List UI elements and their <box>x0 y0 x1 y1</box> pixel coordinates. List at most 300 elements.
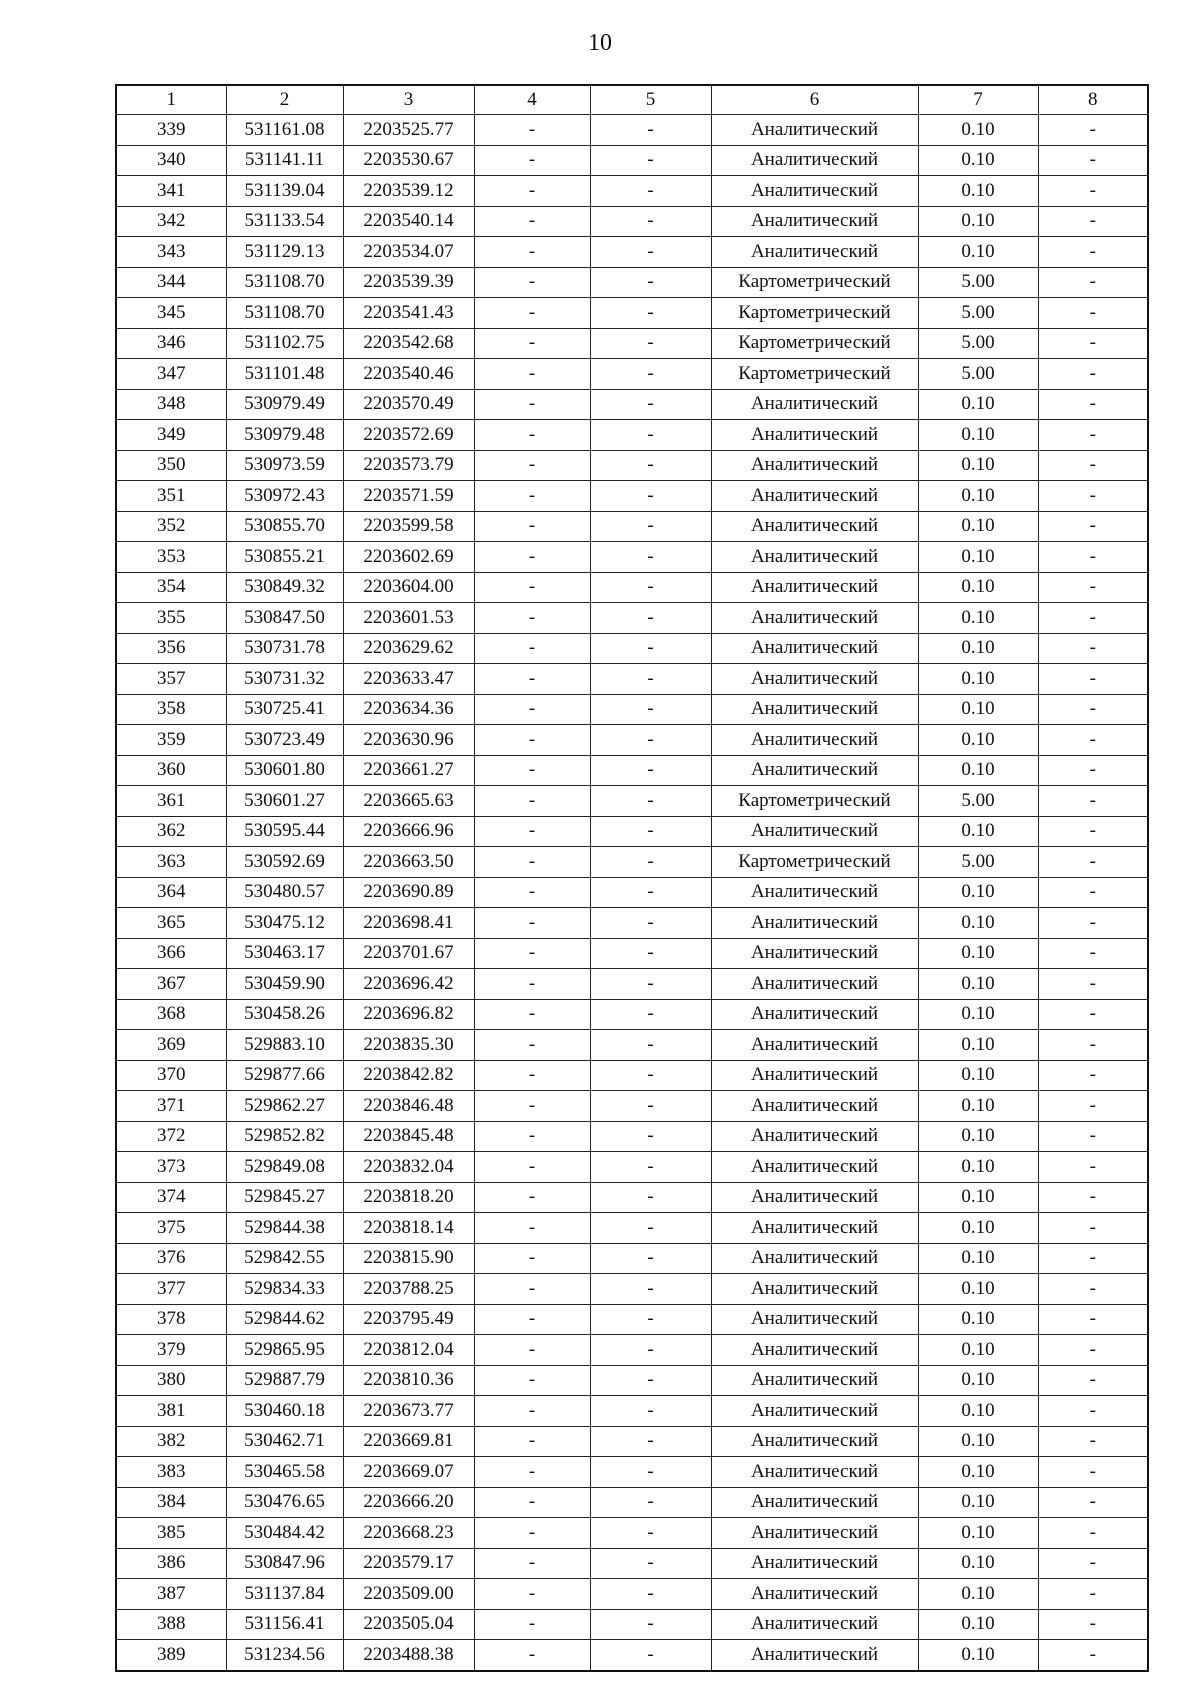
table-cell: 0.10 <box>918 877 1038 908</box>
table-row <box>116 1213 1148 1244</box>
table-row <box>116 1060 1148 1091</box>
table-cell: - <box>474 847 590 878</box>
table-cell: 383 <box>116 1457 226 1488</box>
table-cell: 376 <box>116 1243 226 1274</box>
table-cell: Аналитический <box>711 145 918 176</box>
table-cell: 530855.21 <box>226 542 343 573</box>
table-cell: Аналитический <box>711 1335 918 1366</box>
table-cell: 2203698.41 <box>343 908 474 939</box>
table-cell: - <box>590 420 711 451</box>
table-cell: - <box>1038 969 1148 1000</box>
table-cell: 530484.42 <box>226 1518 343 1549</box>
table-cell: 371 <box>116 1091 226 1122</box>
table-cell: - <box>590 237 711 268</box>
table-cell: - <box>1038 877 1148 908</box>
table-cell: - <box>590 725 711 756</box>
table-cell: 530979.49 <box>226 389 343 420</box>
table-cell: - <box>590 1609 711 1640</box>
table-cell: 373 <box>116 1152 226 1183</box>
table-cell: 2203661.27 <box>343 755 474 786</box>
table-cell: - <box>590 1030 711 1061</box>
table-row <box>116 389 1148 420</box>
table-cell: - <box>1038 1091 1148 1122</box>
table-row <box>116 237 1148 268</box>
table-cell: 2203673.77 <box>343 1396 474 1427</box>
table-row <box>116 481 1148 512</box>
table-cell: 2203541.43 <box>343 298 474 329</box>
table-cell: 530463.17 <box>226 938 343 969</box>
table-cell: 0.10 <box>918 389 1038 420</box>
table-cell: 2203539.12 <box>343 176 474 207</box>
table-cell: - <box>1038 237 1148 268</box>
table-cell: - <box>590 389 711 420</box>
table-cell: Аналитический <box>711 694 918 725</box>
table-cell: 2203534.07 <box>343 237 474 268</box>
table-cell: 2203525.77 <box>343 115 474 146</box>
table-row <box>116 633 1148 664</box>
table-cell: - <box>474 298 590 329</box>
table-cell: - <box>590 1548 711 1579</box>
table-row <box>116 938 1148 969</box>
table-cell: 0.10 <box>918 1213 1038 1244</box>
table-cell: - <box>1038 908 1148 939</box>
table-cell: 530725.41 <box>226 694 343 725</box>
table-cell: 2203571.59 <box>343 481 474 512</box>
table-cell: Аналитический <box>711 877 918 908</box>
table-row <box>116 1304 1148 1335</box>
table-cell: 531108.70 <box>226 267 343 298</box>
table-cell: Аналитический <box>711 1426 918 1457</box>
table-cell: 2203669.81 <box>343 1426 474 1457</box>
table-row <box>116 603 1148 634</box>
table-cell: 530855.70 <box>226 511 343 542</box>
table-cell: 529834.33 <box>226 1274 343 1305</box>
table-cell: 372 <box>116 1121 226 1152</box>
table-cell: 354 <box>116 572 226 603</box>
table-cell: 5.00 <box>918 847 1038 878</box>
table-cell: - <box>474 1609 590 1640</box>
table-cell: - <box>474 725 590 756</box>
table-cell: - <box>474 1182 590 1213</box>
table-cell: 2203666.96 <box>343 816 474 847</box>
table-cell: - <box>474 1335 590 1366</box>
table-row <box>116 786 1148 817</box>
table-row <box>116 969 1148 1000</box>
table-cell: 2203701.67 <box>343 938 474 969</box>
header-row <box>116 85 1148 115</box>
table-cell: 530601.27 <box>226 786 343 817</box>
table-cell: Аналитический <box>711 572 918 603</box>
table-cell: 530849.32 <box>226 572 343 603</box>
table-cell: 530601.80 <box>226 755 343 786</box>
table-cell: 367 <box>116 969 226 1000</box>
table-cell: 388 <box>116 1609 226 1640</box>
table-cell: 0.10 <box>918 572 1038 603</box>
table-cell: 2203788.25 <box>343 1274 474 1305</box>
table-cell: - <box>590 603 711 634</box>
table-cell: 340 <box>116 145 226 176</box>
table-cell: - <box>1038 603 1148 634</box>
table-cell: - <box>1038 420 1148 451</box>
table-cell: 2203601.53 <box>343 603 474 634</box>
table-cell: - <box>474 1579 590 1610</box>
table-cell: Аналитический <box>711 1579 918 1610</box>
table-cell: - <box>590 1091 711 1122</box>
table-row <box>116 1121 1148 1152</box>
table-cell: - <box>474 999 590 1030</box>
table-cell: Аналитический <box>711 1121 918 1152</box>
table-cell: - <box>590 1152 711 1183</box>
table-cell: 2203665.63 <box>343 786 474 817</box>
table-cell: 375 <box>116 1213 226 1244</box>
table-cell: 343 <box>116 237 226 268</box>
table-cell: - <box>1038 1426 1148 1457</box>
table-cell: - <box>590 816 711 847</box>
table-cell: - <box>474 572 590 603</box>
table-cell: - <box>590 572 711 603</box>
table-cell: - <box>590 938 711 969</box>
table-cell: - <box>1038 1182 1148 1213</box>
table-cell: - <box>590 1182 711 1213</box>
column-header: 3 <box>343 85 474 115</box>
table-cell: 2203663.50 <box>343 847 474 878</box>
table-cell: Аналитический <box>711 1365 918 1396</box>
table-cell: - <box>474 115 590 146</box>
table-cell: - <box>474 511 590 542</box>
table-cell: 0.10 <box>918 725 1038 756</box>
table-cell: 530459.90 <box>226 969 343 1000</box>
table-row <box>116 1030 1148 1061</box>
table-cell: Аналитический <box>711 1640 918 1671</box>
table-cell: 0.10 <box>918 603 1038 634</box>
table-cell: Картометрический <box>711 847 918 878</box>
column-header: 6 <box>711 85 918 115</box>
table-cell: - <box>1038 664 1148 695</box>
table-cell: 0.10 <box>918 1274 1038 1305</box>
table-cell: 531108.70 <box>226 298 343 329</box>
table-cell: 0.10 <box>918 176 1038 207</box>
table-cell: - <box>1038 1335 1148 1366</box>
table-cell: Картометрический <box>711 328 918 359</box>
table-cell: Аналитический <box>711 542 918 573</box>
table-row <box>116 816 1148 847</box>
table-cell: 2203539.39 <box>343 267 474 298</box>
table-cell: 365 <box>116 908 226 939</box>
table-cell: 358 <box>116 694 226 725</box>
table-cell: 0.10 <box>918 420 1038 451</box>
table-cell: 0.10 <box>918 1396 1038 1427</box>
page-number: 10 <box>588 30 612 56</box>
table-cell: - <box>1038 176 1148 207</box>
table-cell: - <box>590 1365 711 1396</box>
table-cell: 2203835.30 <box>343 1030 474 1061</box>
table-cell: 2203542.68 <box>343 328 474 359</box>
table-cell: 0.10 <box>918 908 1038 939</box>
table-cell: Картометрический <box>711 267 918 298</box>
table-row <box>116 847 1148 878</box>
table-cell: 361 <box>116 786 226 817</box>
table-cell: - <box>1038 206 1148 237</box>
table-cell: - <box>590 1060 711 1091</box>
table-row <box>116 755 1148 786</box>
table-cell: 531156.41 <box>226 1609 343 1640</box>
table-cell: - <box>590 1304 711 1335</box>
table-cell: 366 <box>116 938 226 969</box>
table-cell: Картометрический <box>711 298 918 329</box>
table-row <box>116 328 1148 359</box>
table-cell: 531133.54 <box>226 206 343 237</box>
table-cell: - <box>1038 511 1148 542</box>
table-cell: - <box>1038 1579 1148 1610</box>
table-cell: - <box>474 938 590 969</box>
table-cell: - <box>590 176 711 207</box>
table-cell: - <box>474 1274 590 1305</box>
table-cell: 353 <box>116 542 226 573</box>
table-cell: - <box>590 1518 711 1549</box>
table-row <box>116 1396 1148 1427</box>
table-cell: 2203818.14 <box>343 1213 474 1244</box>
table-cell: - <box>1038 328 1148 359</box>
table-cell: - <box>1038 359 1148 390</box>
table-cell: 2203845.48 <box>343 1121 474 1152</box>
table-cell: - <box>1038 1640 1148 1671</box>
table-cell: 377 <box>116 1274 226 1305</box>
table-cell: 2203579.17 <box>343 1548 474 1579</box>
table-cell: 368 <box>116 999 226 1030</box>
table-cell: 531129.13 <box>226 237 343 268</box>
table-cell: - <box>474 969 590 1000</box>
column-header: 8 <box>1038 85 1148 115</box>
table-cell: 2203540.46 <box>343 359 474 390</box>
table-cell: 350 <box>116 450 226 481</box>
table-cell: - <box>590 542 711 573</box>
table-cell: - <box>1038 694 1148 725</box>
table-header <box>116 85 1148 115</box>
table-cell: 0.10 <box>918 816 1038 847</box>
table-cell: - <box>1038 115 1148 146</box>
table-cell: - <box>1038 816 1148 847</box>
table-cell: 0.10 <box>918 1640 1038 1671</box>
table-cell: 384 <box>116 1487 226 1518</box>
table-cell: - <box>474 176 590 207</box>
table-cell: 2203846.48 <box>343 1091 474 1122</box>
table-cell: - <box>1038 1304 1148 1335</box>
table-cell: - <box>590 969 711 1000</box>
table-cell: - <box>1038 389 1148 420</box>
table-cell: 0.10 <box>918 1579 1038 1610</box>
table-cell: 530731.32 <box>226 664 343 695</box>
table-cell: 370 <box>116 1060 226 1091</box>
table-cell: - <box>474 908 590 939</box>
table-cell: 0.10 <box>918 1609 1038 1640</box>
table-cell: - <box>1038 1213 1148 1244</box>
table-cell: 530462.71 <box>226 1426 343 1457</box>
table-cell: - <box>590 877 711 908</box>
table-cell: - <box>1038 145 1148 176</box>
table-cell: 2203690.89 <box>343 877 474 908</box>
table-cell: 341 <box>116 176 226 207</box>
table-cell: - <box>474 877 590 908</box>
table-cell: 2203602.69 <box>343 542 474 573</box>
table-cell: 0.10 <box>918 450 1038 481</box>
table-cell: - <box>474 267 590 298</box>
table-cell: 530847.96 <box>226 1548 343 1579</box>
table-cell: 0.10 <box>918 633 1038 664</box>
table-cell: 5.00 <box>918 786 1038 817</box>
table-cell: 0.10 <box>918 237 1038 268</box>
table-cell: 363 <box>116 847 226 878</box>
table-cell: 2203505.04 <box>343 1609 474 1640</box>
table-cell: - <box>474 1640 590 1671</box>
table-cell: 2203488.38 <box>343 1640 474 1671</box>
table-cell: - <box>474 1548 590 1579</box>
table-row <box>116 725 1148 756</box>
table-cell: Аналитический <box>711 1091 918 1122</box>
table-cell: 2203530.67 <box>343 145 474 176</box>
table-cell: Аналитический <box>711 511 918 542</box>
table-cell: - <box>590 633 711 664</box>
table-cell: 0.10 <box>918 1091 1038 1122</box>
table-cell: - <box>474 603 590 634</box>
table-cell: - <box>1038 1457 1148 1488</box>
table-cell: 0.10 <box>918 1487 1038 1518</box>
table-cell: 359 <box>116 725 226 756</box>
table-cell: 529844.62 <box>226 1304 343 1335</box>
table-cell: Аналитический <box>711 725 918 756</box>
table-cell: 360 <box>116 755 226 786</box>
table-cell: - <box>474 389 590 420</box>
table-body <box>116 115 1148 1671</box>
table-row <box>116 176 1148 207</box>
column-header: 5 <box>590 85 711 115</box>
table-cell: - <box>1038 1396 1148 1427</box>
table-cell: 387 <box>116 1579 226 1610</box>
table-cell: - <box>474 206 590 237</box>
table-cell: - <box>474 450 590 481</box>
table-cell: 0.10 <box>918 481 1038 512</box>
table-cell: Аналитический <box>711 1030 918 1061</box>
table-cell: 5.00 <box>918 359 1038 390</box>
table-cell: - <box>1038 1487 1148 1518</box>
table-cell: - <box>590 786 711 817</box>
table-cell: - <box>1038 1243 1148 1274</box>
table-cell: - <box>590 1457 711 1488</box>
table-cell: 530458.26 <box>226 999 343 1030</box>
table-cell: 346 <box>116 328 226 359</box>
table-cell: - <box>590 755 711 786</box>
table-cell: - <box>590 481 711 512</box>
table-cell: 2203633.47 <box>343 664 474 695</box>
table-cell: 342 <box>116 206 226 237</box>
table-cell: - <box>474 755 590 786</box>
table-cell: 531137.84 <box>226 1579 343 1610</box>
column-header: 7 <box>918 85 1038 115</box>
table-row <box>116 359 1148 390</box>
table-row <box>116 1426 1148 1457</box>
table-cell: 349 <box>116 420 226 451</box>
table-row <box>116 999 1148 1030</box>
table-row <box>116 664 1148 695</box>
table-cell: Аналитический <box>711 1213 918 1244</box>
table-cell: 381 <box>116 1396 226 1427</box>
table-cell: 0.10 <box>918 1304 1038 1335</box>
table-cell: 348 <box>116 389 226 420</box>
table-cell: 5.00 <box>918 298 1038 329</box>
table-cell: 2203795.49 <box>343 1304 474 1335</box>
table-cell: Аналитический <box>711 1487 918 1518</box>
table-row <box>116 298 1148 329</box>
table-cell: 380 <box>116 1365 226 1396</box>
table-cell: 0.10 <box>918 1030 1038 1061</box>
table-cell: Аналитический <box>711 206 918 237</box>
table-cell: - <box>1038 572 1148 603</box>
table-cell: - <box>474 1060 590 1091</box>
table-cell: 0.10 <box>918 1365 1038 1396</box>
table-cell: 0.10 <box>918 1518 1038 1549</box>
table-row <box>116 450 1148 481</box>
table-cell: - <box>474 1304 590 1335</box>
table-cell: Аналитический <box>711 1457 918 1488</box>
table-cell: Аналитический <box>711 1396 918 1427</box>
table-cell: - <box>474 786 590 817</box>
table-cell: 0.10 <box>918 1457 1038 1488</box>
table-cell: 530465.58 <box>226 1457 343 1488</box>
table-cell: Аналитический <box>711 999 918 1030</box>
table-cell: 5.00 <box>918 267 1038 298</box>
table-row <box>116 542 1148 573</box>
table-row <box>116 877 1148 908</box>
table-cell: - <box>474 1487 590 1518</box>
table-cell: 530973.59 <box>226 450 343 481</box>
table-cell: 531139.04 <box>226 176 343 207</box>
table-cell: 339 <box>116 115 226 146</box>
table-cell: - <box>1038 938 1148 969</box>
table-cell: Аналитический <box>711 1609 918 1640</box>
table-row <box>116 1609 1148 1640</box>
table-cell: 530979.48 <box>226 420 343 451</box>
column-header: 4 <box>474 85 590 115</box>
table-cell: - <box>590 1243 711 1274</box>
table-cell: - <box>590 298 711 329</box>
table-cell: Аналитический <box>711 755 918 786</box>
table-cell: 0.10 <box>918 145 1038 176</box>
table-cell: - <box>474 664 590 695</box>
table-cell: 378 <box>116 1304 226 1335</box>
table-row <box>116 1640 1148 1671</box>
table-cell: 0.10 <box>918 755 1038 786</box>
table-cell: - <box>474 1243 590 1274</box>
table-cell: Аналитический <box>711 1243 918 1274</box>
table-cell: Аналитический <box>711 481 918 512</box>
table-cell: 0.10 <box>918 115 1038 146</box>
table-row <box>116 572 1148 603</box>
table-cell: Аналитический <box>711 1182 918 1213</box>
table-cell: 531161.08 <box>226 115 343 146</box>
table-cell: 0.10 <box>918 938 1038 969</box>
table-cell: - <box>1038 786 1148 817</box>
table-cell: 529845.27 <box>226 1182 343 1213</box>
table-cell: 0.10 <box>918 1335 1038 1366</box>
table-cell: - <box>474 1457 590 1488</box>
table-cell: - <box>474 1396 590 1427</box>
table-cell: 374 <box>116 1182 226 1213</box>
table-cell: Аналитический <box>711 389 918 420</box>
table-cell: 2203604.00 <box>343 572 474 603</box>
table-cell: 531102.75 <box>226 328 343 359</box>
table-cell: - <box>474 1152 590 1183</box>
table-cell: - <box>1038 847 1148 878</box>
table-cell: 2203634.36 <box>343 694 474 725</box>
